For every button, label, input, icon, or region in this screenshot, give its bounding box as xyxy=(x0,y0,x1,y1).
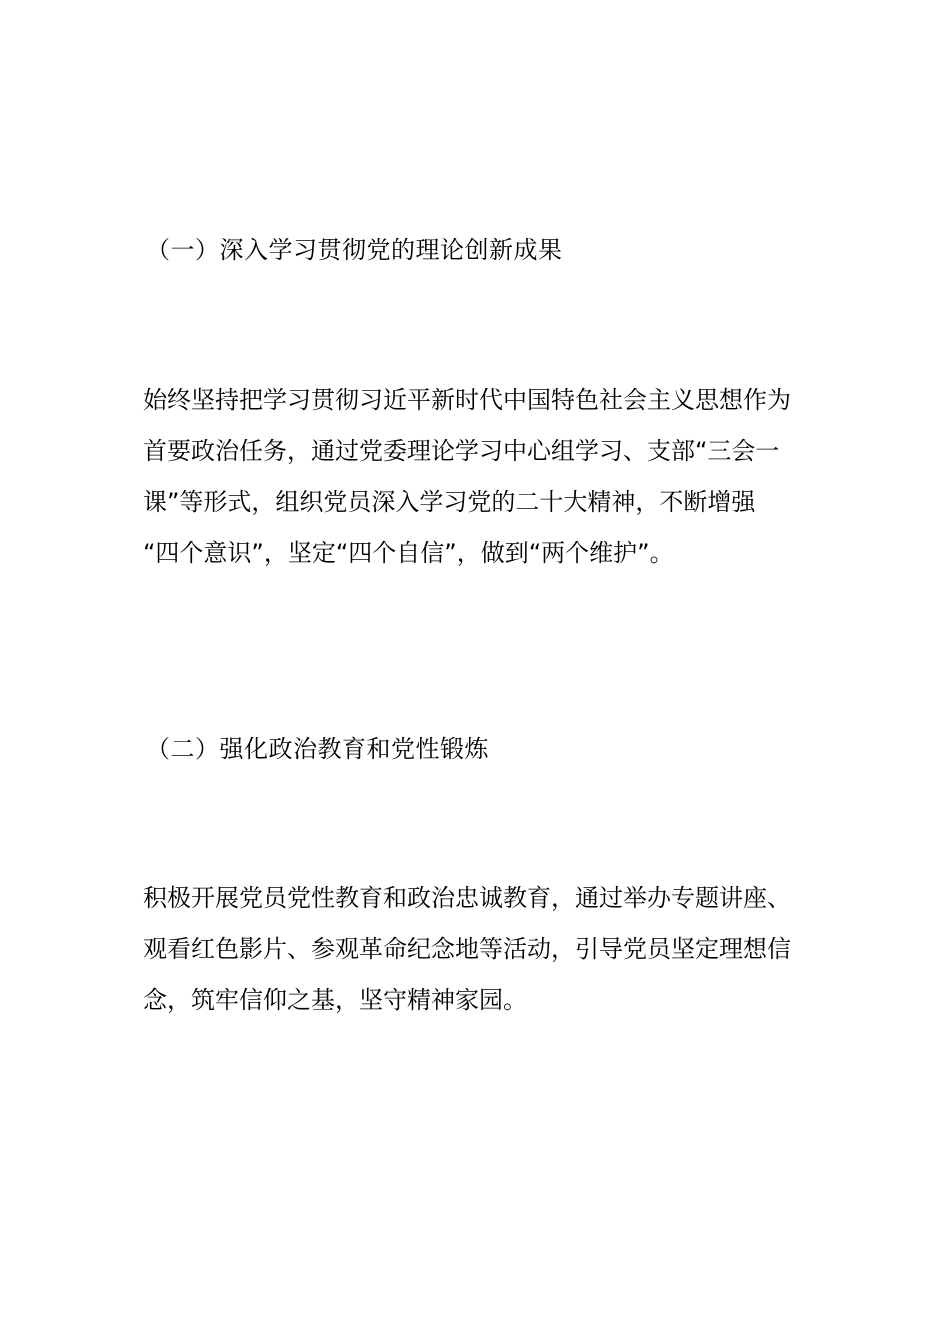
paragraph-line: 积极开展党员党性教育和政治忠诚教育，通过举办专题讲座、 xyxy=(143,884,791,912)
section-1-paragraph xyxy=(143,375,808,579)
section-1-heading: （一）深入学习贯彻党的理论创新成果 xyxy=(146,236,563,264)
paragraph-line: “四个意识”，坚定“四个自信”，做到“两个维护”。 xyxy=(143,539,674,567)
section-2-paragraph xyxy=(143,873,808,1026)
paragraph-line: 观看红色影片、参观革命纪念地等活动，引导党员坚定理想信 xyxy=(143,935,791,963)
section-2-heading: （二）强化政治教育和党性锻炼 xyxy=(146,735,489,763)
paragraph-line: 念，筑牢信仰之基，坚守精神家园。 xyxy=(143,986,527,1014)
paragraph-line: 始终坚持把学习贯彻习近平新时代中国特色社会主义思想作为 xyxy=(143,386,791,414)
paragraph-line: 首要政治任务，通过党委理论学习中心组学习、支部“三会一 xyxy=(143,437,780,465)
paragraph-line: 课”等形式，组织党员深入学习党的二十大精神，不断增强 xyxy=(143,488,756,516)
